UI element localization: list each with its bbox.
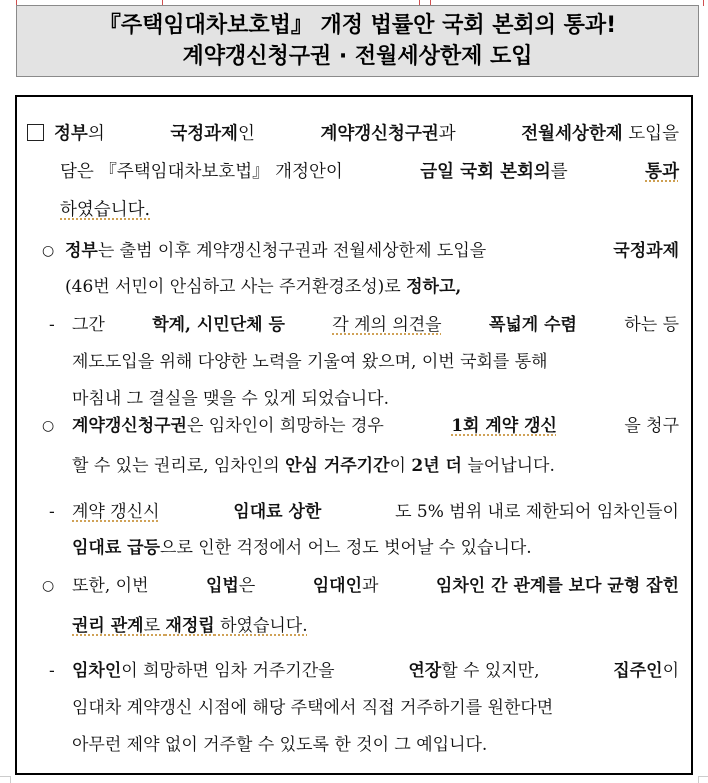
title-line-2: 계약갱신청구권 · 전월세상한제 도입 xyxy=(182,44,533,69)
main-point-segment: 정부의 xyxy=(27,115,105,153)
content-box xyxy=(15,95,693,775)
bullet-dash-icon: - xyxy=(49,661,55,681)
item-1-line-1: 정부는 출범 이후 계약갱신청구권과 전월세상한제 도입을 국정과제 xyxy=(65,241,679,261)
item-6-line-1: 임차인이 희망하면 임차 거주기간을 연장할 수 있지만, 집주인이 xyxy=(72,661,679,681)
title-line-1: 『주택임대차보호법』 개정 법률안 국회 본회의 통과! xyxy=(98,13,617,38)
document-title-box xyxy=(16,5,699,77)
main-point-line-1: 정부의 국정과제인 계약갱신청구권과 전월세상한제 도입을 xyxy=(27,115,679,153)
main-point-line-2: 담은 『주택임대차보호법』 개정안이 금일 국회 본회의를 통과 xyxy=(60,162,679,182)
item-3-line-2: 할 수 있는 권리로, 임차인의 안심 거주기간이 2년 더 늘어납니다. xyxy=(72,456,555,476)
item-2-line-2: 제도도입을 위해 다양한 노력을 기울여 왔으며, 이번 국회를 통해 xyxy=(72,352,548,372)
item-6-line-3: 아무런 제약 없이 거주할 수 있도록 한 것이 그 예입니다. xyxy=(72,735,488,755)
item-5-line-2: 권리 관계로 재정립 하였습니다. xyxy=(72,616,308,636)
item-6-line-2: 임대차 계약갱신 시점에 해당 주택에서 직접 거주하기를 원한다면 xyxy=(72,698,554,718)
bullet-circle-icon: ○ xyxy=(42,418,55,434)
item-4-line-1: 계약 갱신시 임대료 상한 도 5% 범위 내로 제한되어 임차인들이 xyxy=(72,502,679,522)
item-4-line-2: 임대료 급등으로 인한 걱정에서 어느 정도 벗어날 수 있습니다. xyxy=(72,538,532,558)
bullet-circle-icon: ○ xyxy=(42,578,55,594)
table-guide-line xyxy=(703,0,704,6)
item-1-line-2: (46번 서민이 안심하고 사는 주거환경조성)로 정하고, xyxy=(65,277,462,297)
bullet-dash-icon: - xyxy=(49,315,55,335)
item-2-line-1: 그간 학계, 시민단체 등 각 계의 의견을 폭넓게 수렴 하는 등 xyxy=(72,315,679,335)
checkbox-bullet-icon xyxy=(27,124,44,141)
item-5-line-1: 또한, 이번 입법은 임대인과 임차인 간 관계를 보다 균형 잡힌 xyxy=(72,576,679,596)
bullet-circle-icon: ○ xyxy=(42,243,55,259)
bullet-dash-icon: - xyxy=(49,502,55,522)
item-2-line-3: 마침내 그 결실을 맺을 수 있게 되었습니다. xyxy=(72,389,390,409)
main-point-line-3: 하였습니다. xyxy=(60,200,151,220)
item-3-line-1: 계약갱신청구권은 임차인이 희망하는 경우 1회 계약 갱신 을 청구 xyxy=(72,416,679,436)
